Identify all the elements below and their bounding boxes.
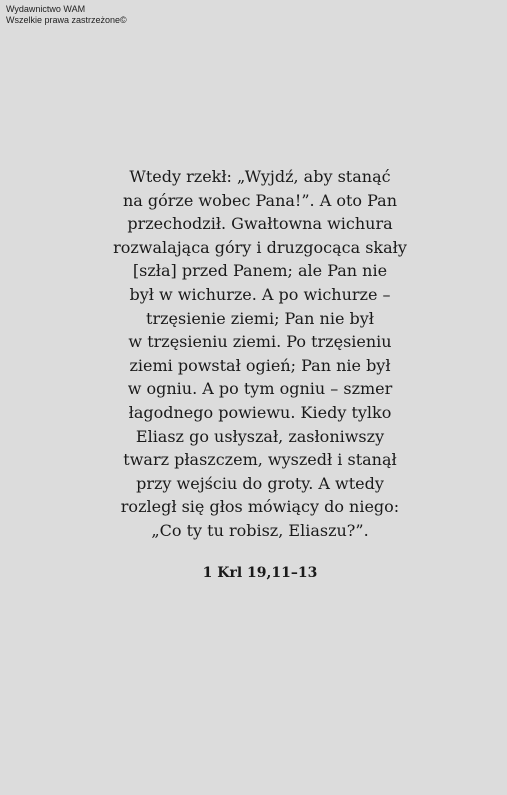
passage-line: w ogniu. A po tym ogniu – szmer (127, 379, 393, 399)
passage-line: był w wichurze. A po wichurze – (129, 284, 391, 304)
passage-line: w trzęsieniu ziemi. Po trzęsieniu (128, 332, 392, 352)
passage-line: rozwalająca góry i druzgocąca skały (113, 237, 407, 257)
bible-reference: 1 Krl 19,11–13 (202, 565, 318, 581)
publisher-name: Wydawnictwo WAM (6, 4, 86, 14)
passage-line: przy wejściu do groty. A wtedy (136, 473, 384, 493)
passage-line: rozległ się głos mówiący do niego: (120, 497, 400, 517)
passage-line: twarz płaszczem, wyszedł i stanął (123, 450, 397, 470)
passage-line: trzęsienie ziemi; Pan nie był (146, 308, 374, 328)
passage-line: łagodnego powiewu. Kiedy tylko (128, 402, 392, 422)
copyright-notice: Wszelkie prawa zastrzeżone© (6, 15, 127, 25)
passage-line: przechodził. Gwałtowna wichura (127, 214, 393, 234)
passage-line: na górze wobec Pana!”. A oto Pan (122, 190, 398, 210)
passage-line: ziemi powstał ogień; Pan nie był (129, 355, 391, 375)
passage-line: [szła] przed Panem; ale Pan nie (132, 261, 388, 281)
passage-line: „Co ty tu robisz, Eliaszu?”. (151, 520, 369, 540)
passage-line: Wtedy rzekł: „Wyjdź, aby stanąć (129, 167, 391, 186)
passage-line: Eliasz go usłyszał, zasłoniwszy (135, 426, 385, 446)
scripture-passage (60, 165, 460, 543)
header (6, 4, 127, 26)
